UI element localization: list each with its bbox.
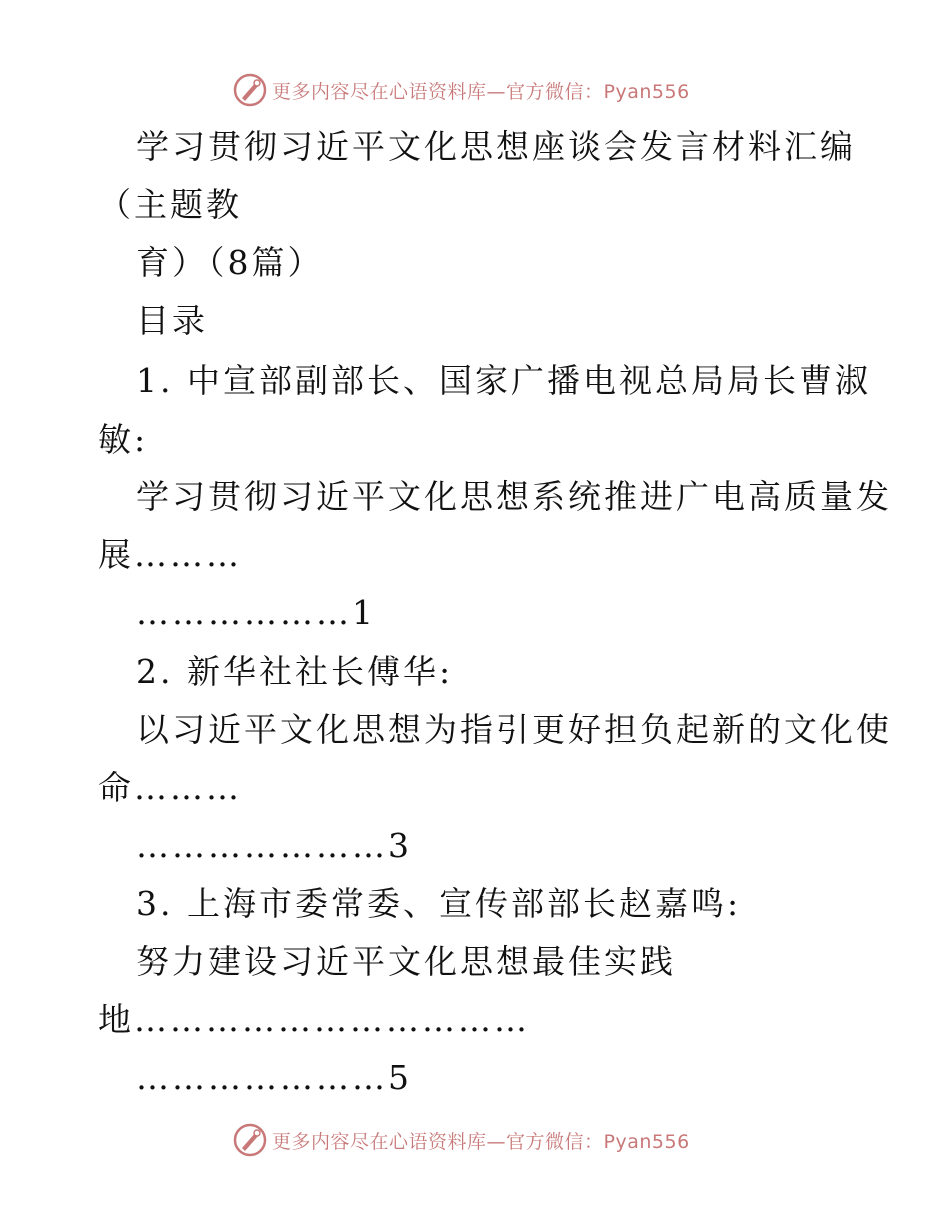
toc-line: 1. 中宣部副部长、国家广播电视总局局长曹淑 (136, 361, 871, 400)
pen-logo-icon (232, 72, 268, 108)
toc-line: 学习贯彻习近平文化思想系统推进广电高质量发 (136, 477, 892, 516)
toc-heading: 目录 (136, 301, 208, 340)
document-title-line-1: 学习贯彻习近平文化思想座谈会发言材料汇编 (136, 127, 856, 166)
document-title-line-2: （主题教 (98, 185, 242, 224)
toc-line: 努力建设习近平文化思想最佳实践 (136, 942, 676, 981)
toc-line: …………………5 (136, 1058, 412, 1097)
document-title-line-3: 育）（8篇） (136, 243, 324, 282)
pen-logo-icon (232, 1122, 268, 1158)
toc-line: 敏: (98, 420, 149, 459)
watermark-footer (232, 1120, 690, 1160)
toc-line: 以习近平文化思想为指引更好担负起新的文化使 (136, 710, 892, 749)
toc-line: 地…………………………… (98, 1000, 530, 1039)
toc-line: 展……… (98, 535, 242, 574)
watermark-text: 更多内容尽在心语资料库—官方微信：Pyan556 (272, 1130, 690, 1153)
toc-line: 2. 新华社社长傅华: (136, 652, 454, 691)
toc-line: …………………3 (136, 826, 412, 865)
toc-line: 3. 上海市委常委、宣传部部长赵嘉鸣: (136, 884, 742, 923)
watermark-text: 更多内容尽在心语资料库—官方微信：Pyan556 (272, 80, 690, 103)
toc-line: ………………1 (136, 593, 376, 632)
watermark-header (232, 70, 690, 110)
toc-line: 命……… (98, 768, 242, 807)
